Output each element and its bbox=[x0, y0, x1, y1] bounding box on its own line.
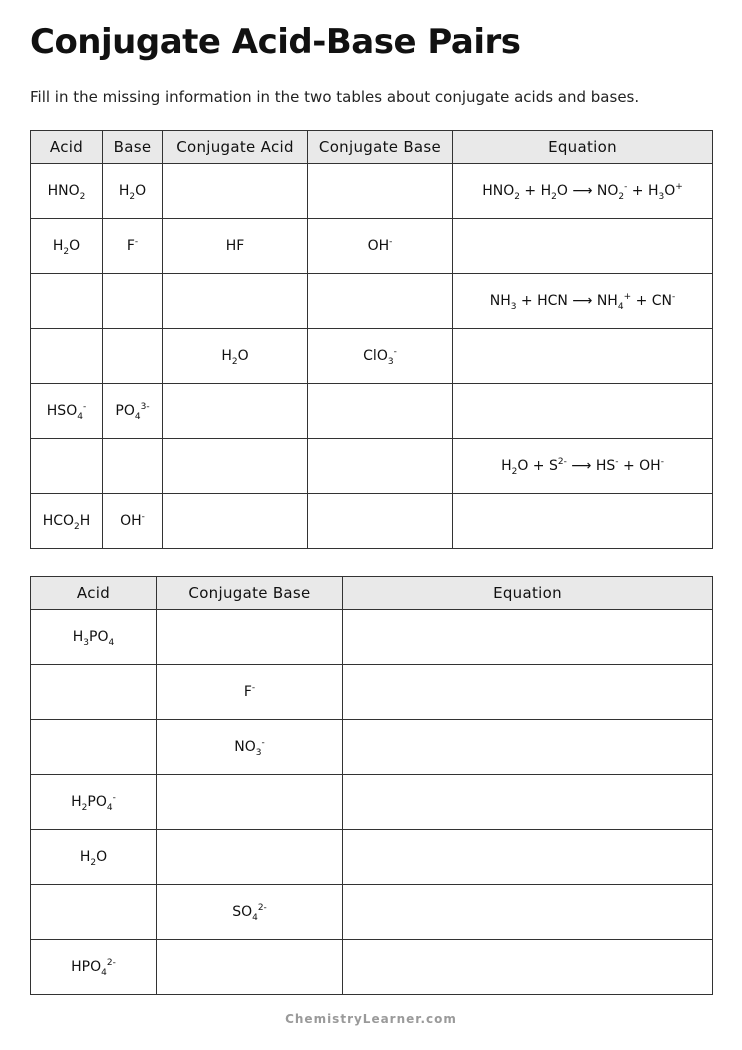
conjugate-acid-cell[interactable] bbox=[163, 274, 308, 329]
conjugate-pairs-table-2 bbox=[30, 576, 713, 995]
equation-cell[interactable] bbox=[453, 329, 713, 384]
base-cell[interactable]: $PO_4^{3-}$ bbox=[103, 384, 163, 439]
equation-cell[interactable] bbox=[453, 219, 713, 274]
equation-cell[interactable]: $HNO_2 + H_2O$ ⟶ $NO_2^- + H_3O^+$ bbox=[453, 164, 713, 219]
acid-cell[interactable] bbox=[31, 885, 157, 940]
table-row bbox=[31, 830, 713, 885]
table-row bbox=[31, 219, 713, 274]
acid-cell[interactable]: $HPO_4^{2-}$ bbox=[31, 940, 157, 995]
conjugate-acid-cell[interactable]: $H_2O$ bbox=[163, 329, 308, 384]
acid-cell[interactable] bbox=[31, 329, 103, 384]
conjugate-acid-cell[interactable]: HF bbox=[163, 219, 308, 274]
conjugate-base-cell[interactable]: F- bbox=[157, 665, 343, 720]
header-equation: Equation bbox=[453, 131, 713, 164]
conjugate-base-cell[interactable] bbox=[308, 384, 453, 439]
acid-cell[interactable]: $HNO_2$ bbox=[31, 164, 103, 219]
header-acid: Acid bbox=[31, 131, 103, 164]
conjugate-base-cell[interactable] bbox=[308, 494, 453, 549]
equation-cell[interactable]: $H_2O + S^{2-}$ ⟶ HS- + OH- bbox=[453, 439, 713, 494]
acid-cell[interactable]: $H_2PO_4^-$ bbox=[31, 775, 157, 830]
conjugate-base-cell[interactable]: OH- bbox=[308, 219, 453, 274]
acid-cell[interactable]: $HSO_4^-$ bbox=[31, 384, 103, 439]
conjugate-acid-cell[interactable] bbox=[163, 384, 308, 439]
header-conjugate-base: Conjugate Base bbox=[308, 131, 453, 164]
conjugate-acid-cell[interactable] bbox=[163, 494, 308, 549]
conjugate-base-cell[interactable] bbox=[157, 940, 343, 995]
base-cell[interactable]: OH- bbox=[103, 494, 163, 549]
equation-cell[interactable] bbox=[343, 830, 713, 885]
equation-cell[interactable] bbox=[343, 940, 713, 995]
table-row bbox=[31, 720, 713, 775]
page-title: Conjugate Acid-Base Pairs bbox=[30, 22, 521, 62]
instructions: Fill in the missing information in the two tables about conjugate acids and bases. bbox=[30, 88, 640, 106]
base-cell[interactable] bbox=[103, 329, 163, 384]
conjugate-base-cell[interactable]: $SO_4^{2-}$ bbox=[157, 885, 343, 940]
base-cell[interactable] bbox=[103, 439, 163, 494]
equation-cell[interactable] bbox=[453, 384, 713, 439]
table-row bbox=[31, 494, 713, 549]
table-row bbox=[31, 610, 713, 665]
header-acid: Acid bbox=[31, 577, 157, 610]
conjugate-base-cell[interactable] bbox=[308, 164, 453, 219]
conjugate-base-cell[interactable]: ClO$_3$- bbox=[308, 329, 453, 384]
equation-cell[interactable] bbox=[453, 494, 713, 549]
table-row bbox=[31, 439, 713, 494]
footer-site-credit: ChemistryLearner.com bbox=[285, 1012, 457, 1026]
conjugate-base-cell[interactable]: $NO_3^-$ bbox=[157, 720, 343, 775]
equation-cell[interactable] bbox=[343, 665, 713, 720]
conjugate-acid-cell[interactable] bbox=[163, 164, 308, 219]
acid-cell[interactable] bbox=[31, 665, 157, 720]
acid-cell[interactable] bbox=[31, 720, 157, 775]
acid-cell[interactable] bbox=[31, 439, 103, 494]
acid-cell[interactable]: $H_2O$ bbox=[31, 830, 157, 885]
equation-cell[interactable] bbox=[343, 720, 713, 775]
header-conjugate-acid: Conjugate Acid bbox=[163, 131, 308, 164]
conjugate-base-cell[interactable] bbox=[157, 830, 343, 885]
conjugate-base-cell[interactable] bbox=[157, 775, 343, 830]
equation-cell[interactable] bbox=[343, 775, 713, 830]
base-cell[interactable]: $H_2O$ bbox=[103, 164, 163, 219]
table-row bbox=[31, 775, 713, 830]
acid-cell[interactable]: $HCO_2H$ bbox=[31, 494, 103, 549]
acid-cell[interactable]: $H_3PO_4$ bbox=[31, 610, 157, 665]
header-conjugate-base: Conjugate Base bbox=[157, 577, 343, 610]
equation-cell[interactable] bbox=[343, 610, 713, 665]
base-cell[interactable] bbox=[103, 274, 163, 329]
conjugate-base-cell[interactable] bbox=[157, 610, 343, 665]
equation-cell[interactable]: $NH_3$ + HCN ⟶ $NH_4^+ + CN^-$ bbox=[453, 274, 713, 329]
conjugate-base-cell[interactable] bbox=[308, 439, 453, 494]
table-row bbox=[31, 329, 713, 384]
conjugate-acid-cell[interactable] bbox=[163, 439, 308, 494]
conjugate-base-cell[interactable] bbox=[308, 274, 453, 329]
base-cell[interactable]: F- bbox=[103, 219, 163, 274]
acid-cell[interactable]: $H_2O$ bbox=[31, 219, 103, 274]
table-row bbox=[31, 885, 713, 940]
header-base: Base bbox=[103, 131, 163, 164]
table-row bbox=[31, 274, 713, 329]
equation-cell[interactable] bbox=[343, 885, 713, 940]
table-row bbox=[31, 164, 713, 219]
table-row bbox=[31, 665, 713, 720]
header-equation: Equation bbox=[343, 577, 713, 610]
table-row bbox=[31, 384, 713, 439]
conjugate-pairs-table-1 bbox=[30, 130, 713, 549]
acid-cell[interactable] bbox=[31, 274, 103, 329]
table-row bbox=[31, 940, 713, 995]
